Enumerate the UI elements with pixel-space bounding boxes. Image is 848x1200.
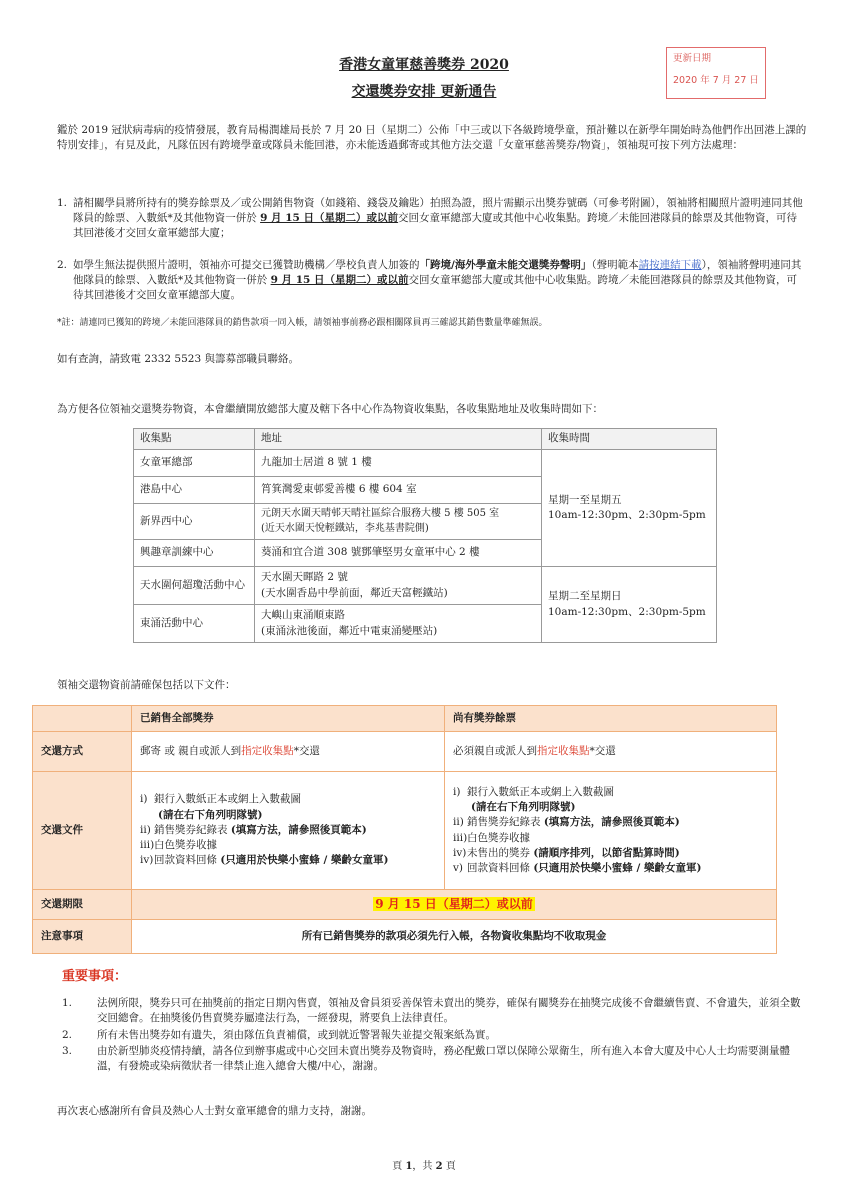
doc-list-item: iii)白色獎券收據 <box>453 831 530 844</box>
table-row: 港島中心 筲箕灣愛東邨愛善樓 6 樓 604 室 <box>134 477 717 504</box>
document-subtitle: 交還獎券安排 更新通告 <box>351 84 497 100</box>
doc-list-item: ii) 銷售獎券紀錄表 (填寫方法，請參照後頁範本) <box>453 816 680 829</box>
doc-list-item: (請在右下角列明隊號) <box>158 808 263 821</box>
table-row: 注意事項 所有已銷售獎券的款項必須先行入帳，各物資收集點均不收取現金 <box>33 920 777 954</box>
table-header-row <box>134 429 717 450</box>
stamp-date: 2020 年 7 月 27 日 <box>673 74 759 86</box>
docs-intro: 領袖交還物資前請確保包括以下文件： <box>57 679 236 691</box>
important-heading: 重要事項： <box>62 969 128 984</box>
doc-list-item: (請在右下角列明隊號) <box>471 801 576 814</box>
table-row: 興趣章訓練中心 葵涌和宜合道 308 號鄧肇堅男女童軍中心 2 樓 <box>134 540 717 567</box>
docs-list-sold-all <box>132 772 445 890</box>
doc-list-item: iv)未售出的獎券 (請順序排列，以節省點算時間) <box>453 846 680 859</box>
table-row: 交還方式 郵寄 或 親自或派人到指定收集點*交還 必須親自或派人到指定收集點*交還 <box>33 732 777 772</box>
collection-intro: 為方便各位領袖交還獎券物資，本會繼續開放總部大廈及轄下各中心作為物資收集點，各收集點地址及收集時間如下： <box>57 403 603 415</box>
column-header: 收集時間 <box>542 429 717 450</box>
important-item-2: 2. 所有未售出獎券如有遺失，須由隊伍負責補償，或到就近警署報失並提交報案紙為實。 <box>62 1029 496 1041</box>
footnote: *註：請連同已獲知的跨境／未能回港隊員的銷售款項一同入帳，請領袖事前務必跟相關隊員再三確認其銷售數量準確無誤。 <box>57 318 548 328</box>
download-link[interactable]: 請按連結下載 <box>638 259 702 271</box>
doc-list-item: iii)白色獎券收據 <box>140 839 217 852</box>
doc-list-item: iv)回款資料回條 (只適用於快樂小蜜蜂 / 樂齡女童軍) <box>140 854 389 867</box>
docs-list-remaining <box>445 772 777 890</box>
doc-list-item: i) 銀行入數紙正本或網上入數截圖 <box>140 793 301 806</box>
column-header: 已銷售全部獎券 <box>132 706 445 732</box>
table-row: 東涌活動中心 大嶼山東涌順東路 (東涌泳池後面，鄰近中電東涌變壓站) <box>134 605 717 643</box>
table-row: 新界西中心 元朗天水圍天晴邨天晴社區綜合服務大樓 5 樓 505 室 (近天水圍天悅輕鐵站，李兆基書院側) <box>134 504 717 540</box>
collection-time-weekend: 星期二至星期日 10am-12:30pm、2:30pm-5pm <box>542 567 717 643</box>
documents-table <box>32 705 777 954</box>
closing-text: 再次衷心感謝所有會員及熱心人士對女童軍總會的鼎力支持，謝謝。 <box>57 1105 372 1117</box>
table-header-row <box>33 706 777 732</box>
collection-points-table <box>133 428 717 643</box>
doc-list-item: v) 回款資料回條 (只適用於快樂小蜜蜂 / 樂齡女童軍) <box>453 861 702 874</box>
important-item-3: 3. 由於新型肺炎疫情持續，請各位到辦事處或中心交回未賣出獎券及物資時，務必配戴口罩以保障公眾衛生，所有進入本會大廈及中心人士均需要測量體溫，有發燒或染病徵狀者一律禁止進入總會大樓/中心，謝謝。 <box>62 1045 790 1073</box>
document-title: 香港女童軍慈善獎券 2020 <box>339 57 509 73</box>
deadline-text: 9 月 15 日（星期二）或以前 <box>270 274 409 287</box>
deadline-text: 9 月 15 日（星期二）或以前 <box>260 212 398 225</box>
page-footer: 頁 1，共 2 頁 <box>392 1161 456 1172</box>
deadline-highlight: 9 月 15 日（星期二）或以前 <box>375 896 533 911</box>
method-item-1: 1. 請相關學員將所持有的獎券餘票及／或公開銷售物資（如錢箱、錢袋及鑰匙）拍照為證，照片需顯示出獎券號碼（可參考附圖），領袖將相關照片證明連同其他隊員的餘票、入數紙*及其他物資一併於 9 月 15 日（星期二）或以前交回女童軍總部大廈或其他中心收集點。跨境／未能回港隊員的餘票及其他物資，可待其回港後才交回女童軍總部大廈； <box>57 197 803 240</box>
table-row: 交還期限 9 月 15 日（星期二）或以前 <box>33 890 777 920</box>
doc-list-item: ii) 銷售獎券紀錄表 (填寫方法，請參照後頁範本) <box>140 823 367 836</box>
table-row: 交還文件 i) 銀行入數紙正本或網上入數截圖 (請在右下角列明隊號) ii) 銷售獎券紀錄表 (填寫方法，請參照後頁範本) iii)白色獎券收據 iv)回款資料回條 (只適用於快樂小蜜蜂 / 樂齡女童軍) i) 銀行入數紙正本或網上入數截圖 (請在右下角列明隊號) ii) 銷售獎券紀錄表 (填寫方法，請參照後頁範本) iii)白色獎券收據 iv)未售出的獎券 (請順序排列，以節省點算時間) v) 回款資料回條 (只適用於快樂小蜜蜂 / 樂齡女童軍) <box>33 772 777 890</box>
column-header: 地址 <box>255 429 542 450</box>
table-row: 女童軍總部 九龍加士居道 8 號 1 樓 星期一至星期五 10am-12:30pm、2:30pm-5pm <box>134 450 717 477</box>
method-item-2: 2. 如學生無法提供照片證明，領袖亦可提交已獲贊助機構／學校負責人加簽的「跨境/海外學童未能交還獎券聲明」（聲明範本請按連結下載），領袖將聲明連同其他隊員的餘票、入數紙*及其他物資一併於 9 月 15 日（星期二）或以前交回女童軍總部大廈或其他中心收集點。跨境／未能回港隊員的餘票及其他物資，可待其回港後才交回女童軍總部大廈。 <box>57 259 802 302</box>
collection-time-weekday: 星期一至星期五 10am-12:30pm、2:30pm-5pm <box>542 450 717 567</box>
doc-list-item: i) 銀行入數紙正本或網上入數截圖 <box>453 785 614 798</box>
enquiry-text: 如有查詢，請致電 2332 5523 與籌募部職員聯絡。 <box>57 353 299 365</box>
table-row: 天水圍何超瓊活動中心 天水圍天暉路 2 號 (天水圍香島中學前面，鄰近天富輕鐵站) 星期二至星期日 10am-12:30pm、2:30pm-5pm <box>134 567 717 605</box>
update-date-stamp <box>666 47 766 99</box>
column-header: 尚有獎券餘票 <box>445 706 777 732</box>
column-header: 收集點 <box>134 429 255 450</box>
stamp-label: 更新日期 <box>673 53 712 64</box>
important-item-1: 1. 法例所限，獎券只可在抽獎前的指定日期內售賣，領袖及會員須妥善保管未賣出的獎券，確保有關獎券在抽獎完成後不會繼續售賣、不會遺失，並須全數交回總會。在抽獎後仍售賣獎券屬違法行為，一經發現，將要負上法律責任。 <box>62 997 801 1025</box>
intro-paragraph: 鑑於 2019 冠狀病毒病的疫情發展，教育局楊潤雄局長於 7 月 20 日（星期二）公佈「中三或以下各級跨境學童，預計難以在新學年開始時為他們作出回港上課的特別安排」，有見及此，凡隊伍因有跨境學童或隊員未能回港，亦未能透過郵寄或其他方法交還「女童軍慈善獎券/物資」，領袖現可按下列方法處理： <box>57 124 807 152</box>
